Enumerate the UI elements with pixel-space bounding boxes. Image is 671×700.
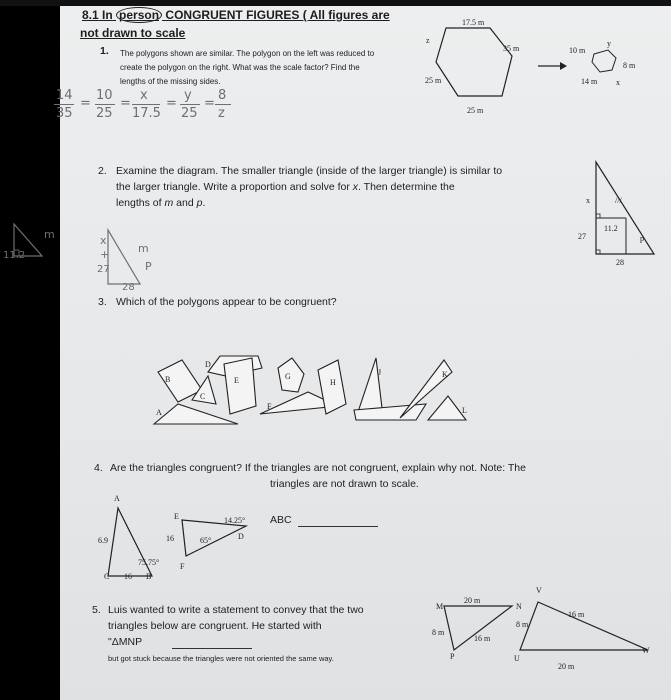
q5-label-v: V	[536, 586, 542, 595]
q2-text-line1: Examine the diagram. The smaller triangle (inside of the larger triangle) is similar to	[116, 165, 503, 177]
q2-sketch-m: m	[44, 228, 55, 241]
q1-work-eq4: =	[204, 96, 215, 111]
q4-triangle-abc	[102, 502, 162, 582]
q5-label-20-top: 20 m	[464, 596, 481, 605]
q2-text-line2: the larger triangle. Write a proportion and solve for x. Then determine the	[116, 181, 455, 193]
q5-label-u: U	[514, 654, 520, 663]
q1-label-25-left: 25 m	[425, 76, 442, 85]
q1-large-polygon	[430, 22, 530, 112]
q1-label-25-bottom: 25 m	[467, 106, 484, 115]
q4-label-angle-d: 14.25°	[224, 516, 246, 525]
q5-label-16-inner: 16 m	[474, 634, 491, 643]
q1-text-line1: The polygons shown are similar. The polygon on the left was reduced to	[120, 49, 375, 58]
q2-number: 2.	[98, 165, 107, 177]
q5-label-n: N	[516, 602, 522, 611]
q1-label-10: 10 m	[569, 46, 586, 55]
q2-sketch-27: 27	[97, 264, 110, 275]
q4-label-b: B	[146, 572, 152, 581]
q1-work-d2: 25	[96, 106, 113, 121]
q1-label-z: z	[426, 36, 430, 45]
q4-label-angle-f: 65°	[200, 536, 212, 545]
q4-label-16-ef: 16	[166, 534, 174, 543]
q2-nested-triangles	[590, 156, 660, 261]
q4-text-line2: triangles are not drawn to scale.	[270, 478, 419, 490]
q1-label-14: 14 m	[581, 77, 598, 86]
q3-label-e: E	[234, 376, 239, 385]
q2-label-28: 28	[616, 258, 624, 267]
q2-sketch-plus: +	[100, 248, 110, 261]
q5-triangle-mnp	[434, 598, 524, 658]
q5-label-16-vw: 16 m	[568, 610, 585, 619]
q4-label-6-9: 6.9	[98, 536, 108, 545]
q3-number: 3.	[98, 296, 107, 308]
q4-answer-blank[interactable]	[298, 526, 378, 527]
q3-label-g: G	[285, 372, 291, 381]
q1-work-bar4	[180, 104, 200, 105]
q1-work-bar5	[215, 104, 231, 105]
q2-sketch-small-triangle	[0, 216, 60, 271]
q5-label-8-uv: 8 m	[516, 620, 529, 629]
q4-label-e: E	[174, 512, 179, 521]
q5-label-w: W	[642, 646, 650, 655]
q4-label-c: C	[104, 572, 110, 581]
q4-answer-label: ABC	[270, 514, 292, 526]
title-number: 8.1	[82, 8, 99, 22]
q1-reduce-arrow	[538, 60, 568, 72]
q2-sketch-x: x	[100, 234, 107, 247]
q1-work-eq1: =	[80, 96, 91, 111]
q1-work-bar3	[132, 104, 160, 105]
q1-work-d5: z	[218, 106, 225, 121]
q3-label-f: F	[267, 402, 272, 411]
q1-work-n1: 14	[56, 88, 73, 103]
q3-text: Which of the polygons appear to be congruent?	[116, 296, 337, 308]
q2-label-p: p	[640, 234, 644, 243]
q1-text-line3: lengths of the missing sides.	[120, 77, 221, 86]
q1-label-35: 35 m	[503, 44, 520, 53]
q1-work-n5: 8	[218, 88, 227, 103]
q2-label-m: ///	[615, 196, 622, 205]
q1-work-n2: 10	[96, 88, 113, 103]
q3-label-k: K	[442, 370, 448, 379]
q5-text-line1: Luis wanted to write a statement to convey that the two	[108, 604, 364, 616]
worksheet-page	[3, 6, 671, 700]
q1-text-line2: create the polygon on the right. What was the scale factor? Find the	[120, 63, 360, 72]
q4-number: 4.	[94, 462, 103, 474]
q5-label-8-left: 8 m	[432, 628, 445, 637]
q4-text-line1: Are the triangles congruent? If the triangles are not congruent, explain why not. Note: The	[110, 462, 526, 474]
q1-work-eq2: =	[120, 96, 131, 111]
q2-text-line3: lengths of m and p.	[116, 197, 206, 209]
q1-work-d4: 25	[181, 106, 198, 121]
q3-label-d: D	[205, 360, 211, 369]
q1-label-17-5: 17.5 m	[462, 18, 485, 27]
q2-label-11-2: 11.2	[604, 224, 618, 233]
worksheet-title	[82, 8, 390, 22]
q1-work-bar1	[54, 104, 74, 105]
title-rest: CONGRUENT FIGURES ( All figures are	[165, 8, 390, 22]
q5-label-p: P	[450, 652, 455, 661]
q5-label-20-uw: 20 m	[558, 662, 575, 671]
title-line2: not drawn to scale	[80, 26, 186, 40]
q4-label-d: D	[238, 532, 244, 541]
q4-label-16: 16	[124, 572, 132, 581]
q3-label-l: L	[462, 406, 467, 415]
q1-work-eq3: =	[166, 96, 177, 111]
q2-sketch-p: P	[145, 260, 152, 273]
q5-answer-blank[interactable]	[172, 648, 252, 649]
q2-sketch-11-2: 11.2	[3, 250, 26, 261]
q1-work-d3: 17.5	[132, 106, 161, 121]
q4-label-a: A	[114, 494, 120, 503]
q4-label-f: F	[180, 562, 185, 571]
q2-sketch-m2: m	[138, 242, 149, 255]
q3-shape-e	[224, 358, 256, 414]
q1-work-d1: 35	[56, 106, 73, 121]
q3-label-a: A	[156, 408, 162, 417]
q3-label-c: C	[200, 392, 206, 401]
q5-text-line4: but got stuck because the triangles were not oriented the same way.	[108, 654, 334, 663]
q5-text-line2: triangles below are congruent. He started with	[108, 620, 322, 632]
q5-triangle-vwu	[514, 594, 654, 664]
q2-label-27: 27	[578, 232, 586, 241]
title-person-circled: person	[116, 7, 162, 23]
q2-label-x: x	[586, 196, 590, 205]
q3-shape-g	[278, 358, 304, 392]
q1-label-8: 8 m	[623, 61, 636, 70]
q1-label-y: y	[607, 39, 611, 48]
q1-work-bar2	[95, 104, 115, 105]
q5-label-m: M	[436, 602, 444, 611]
q1-work-n3: x	[140, 88, 148, 103]
q5-text-line3: "ΔMNP	[108, 636, 143, 648]
q5-number: 5.	[92, 604, 101, 616]
q2-sketch-28: 28	[122, 282, 135, 293]
q3-shape-a	[154, 404, 238, 424]
q1-label-x: x	[616, 78, 620, 87]
q1-number: 1.	[100, 45, 109, 57]
title-in: In	[102, 8, 113, 22]
q1-work-n4: y	[184, 88, 192, 103]
q3-label-b: B	[165, 375, 171, 384]
q3-shape-l	[428, 396, 466, 420]
q3-label-j: J	[378, 368, 382, 377]
q4-label-angle-b: 75.75°	[138, 558, 160, 567]
q3-label-h: H	[330, 378, 336, 387]
